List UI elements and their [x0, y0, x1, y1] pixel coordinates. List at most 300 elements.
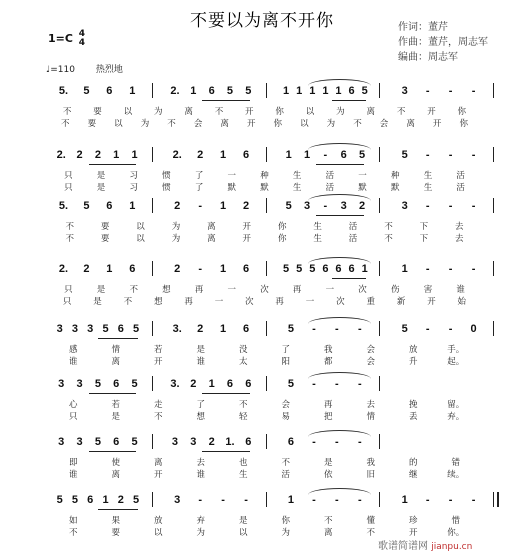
lyric-char: 要 [111, 528, 121, 538]
note: 5 [94, 378, 101, 390]
note: 0 [470, 323, 477, 335]
lyric-char: 生 [423, 171, 433, 181]
barline [379, 198, 380, 213]
note: 2 [94, 149, 101, 161]
lyric-line [40, 105, 500, 116]
lyric-char: 开 [427, 297, 436, 307]
note: 1 [287, 494, 295, 506]
lyric-char: 你 [459, 119, 468, 129]
lyric-char: 会 [379, 119, 389, 129]
lyric-line [40, 526, 500, 537]
note: 1 [129, 85, 136, 97]
lyric-char: 谁 [68, 470, 78, 480]
barline [266, 147, 267, 162]
lyric-char: 不 [353, 119, 362, 129]
lyric-char: 我 [323, 345, 333, 355]
note: 1 [303, 149, 311, 161]
lyric-char: 不 [167, 119, 176, 129]
note-dash: - [448, 85, 453, 97]
lyric-line [40, 283, 500, 294]
note: 6 [245, 436, 252, 448]
lyric-char: 再 [194, 285, 204, 295]
lyric-char: 轻 [238, 412, 248, 422]
lyric-char: 弃 [196, 516, 206, 526]
barline [379, 492, 380, 507]
barline [493, 198, 494, 213]
lyric-text [40, 468, 41, 469]
lyric-text [40, 181, 41, 182]
lyric-char: 去 [366, 400, 376, 410]
lyric-char: 活 [348, 222, 358, 232]
lyric-char: 只 [64, 285, 73, 295]
lyric-text [40, 283, 41, 284]
note: 5 [133, 323, 140, 335]
lyric-char: 为 [281, 528, 291, 538]
note: 1 [220, 149, 227, 161]
lyric-char: 升 [408, 357, 418, 367]
note: 1 [335, 85, 342, 97]
note: 5 [359, 149, 366, 161]
lyric-line [40, 343, 500, 354]
lyric-char: 默 [227, 183, 237, 193]
note: 6 [113, 378, 120, 390]
note: 5 [296, 263, 303, 275]
note: 5 [287, 323, 295, 335]
lyric-char: 如 [68, 516, 78, 526]
lyric-char: 放 [408, 345, 418, 355]
note-dash: - [448, 149, 453, 161]
lyric-char: 起。 [447, 357, 465, 367]
note: 3 [401, 200, 408, 212]
note-dash: - [448, 323, 453, 335]
note: 3 [58, 378, 65, 390]
lyric-char: 生 [423, 183, 433, 193]
lyric-char: 下 [419, 234, 429, 244]
note: 5 [83, 200, 90, 212]
note: 3 [303, 200, 311, 212]
note: 5 [309, 263, 316, 275]
note: 3 [171, 436, 178, 448]
lyric-char: 再 [184, 297, 193, 307]
note: 5 [226, 85, 234, 97]
lyric-line [40, 468, 500, 479]
lyric-char: 不 [62, 107, 72, 117]
lyric-char: 你 [277, 234, 287, 244]
barline [379, 434, 380, 449]
note: 3 [340, 200, 347, 212]
tempo-style: 热烈地 [95, 65, 123, 75]
lyric-char: 惜 [451, 516, 461, 526]
lyric-char: 不 [323, 516, 333, 526]
lyric-char: 会 [366, 357, 376, 367]
lyric-line [40, 169, 500, 180]
slur [308, 317, 372, 324]
note-dash: - [357, 494, 362, 506]
beam-line [202, 393, 250, 394]
lyric-line [40, 220, 500, 231]
watermark-url: jianpu.cn [431, 542, 473, 552]
lyric-char: 会 [193, 119, 203, 129]
lyric-char: 以 [300, 119, 309, 129]
lyric-char: 活 [325, 171, 335, 181]
note-dash: - [335, 323, 339, 335]
final-barline [493, 492, 499, 507]
note-dash: - [425, 323, 430, 335]
lyric-char: 去 [455, 222, 464, 232]
note-dash: - [471, 85, 476, 97]
lyric-char: 下 [419, 222, 429, 232]
lyric-text [40, 410, 41, 411]
lyric-char: 惯 [162, 183, 171, 193]
lyric-char: 情 [111, 345, 121, 355]
note: 6 [322, 263, 329, 275]
note: 5 [131, 436, 138, 448]
lyric-char: 新 [396, 297, 406, 307]
lyric-char: 若 [111, 400, 121, 410]
lyric-char: 以 [305, 107, 315, 117]
key-signature [48, 30, 85, 48]
lyric-char: 开 [245, 107, 254, 117]
note-dash: - [471, 494, 476, 506]
barline [266, 376, 267, 391]
lyric-char: 重 [366, 297, 376, 307]
note: 2. [56, 149, 66, 161]
note-dash: - [425, 263, 430, 275]
note-line [40, 149, 500, 165]
lyric-char: 惯 [162, 171, 171, 181]
note: 6 [226, 378, 234, 390]
lyric-char: 离 [220, 119, 229, 129]
lyric-char: 活 [281, 470, 291, 480]
lyric-char: 谁 [196, 357, 206, 367]
barline [152, 376, 153, 391]
lyric-line [40, 181, 500, 192]
barline [152, 321, 153, 336]
lyric-char: 谁 [68, 357, 78, 367]
lyric-char: 以 [238, 528, 248, 538]
lyric-char: 太 [238, 357, 248, 367]
note: 6 [117, 323, 124, 335]
lyric-char: 一 [325, 285, 335, 295]
note-dash: - [198, 200, 202, 212]
lyric-char: 为 [140, 119, 150, 129]
lyric-char: 一 [305, 297, 315, 307]
note-dash: - [357, 378, 362, 390]
note-dash: - [357, 436, 362, 448]
beam-line [332, 100, 366, 101]
lyric-char: 谁 [196, 470, 206, 480]
note: 3. [172, 323, 182, 335]
lyric-char: 一 [214, 297, 224, 307]
lyric-char: 不 [384, 234, 393, 244]
lyric-char: 只 [68, 412, 78, 422]
lyric-char: 以 [136, 222, 145, 232]
note: 1 [190, 85, 197, 97]
lyric-char: 使 [111, 458, 121, 468]
lyric-char: 不 [153, 412, 163, 422]
lyric-char: 不 [129, 285, 138, 295]
note: 1 [131, 149, 138, 161]
lyric-char: 开 [242, 222, 252, 232]
note: 2 [197, 149, 204, 161]
lyric-char: 为 [171, 222, 181, 232]
barline [379, 147, 380, 162]
barline [266, 321, 267, 336]
lyric-char: 你 [277, 222, 287, 232]
lyric-char: 易 [281, 412, 291, 422]
barline [152, 198, 153, 213]
lyric-char: 了 [196, 400, 206, 410]
note: 1 [282, 85, 290, 97]
lyric-char: 是 [238, 516, 248, 526]
lyric-char: 生 [313, 222, 322, 232]
lyric-line [40, 410, 500, 421]
note: 5 [282, 263, 290, 275]
lyric-char: 不 [65, 222, 74, 232]
lyric-char: 情 [366, 412, 376, 422]
lyric-char: 懂 [366, 516, 376, 526]
note: 3. [170, 378, 180, 390]
lyric-char: 珍 [408, 516, 418, 526]
barline [152, 83, 153, 98]
note-line [40, 494, 500, 510]
song-title: 不要以为离不开你 [190, 11, 334, 31]
lyric-char: 不 [65, 234, 74, 244]
lyric-char: 开 [246, 119, 256, 129]
lyric-char: 默 [391, 183, 400, 193]
note: 3 [56, 323, 63, 335]
note-dash: - [335, 378, 339, 390]
note-dash: - [425, 149, 430, 161]
lyric-char: 离 [111, 357, 121, 367]
slur [308, 257, 372, 264]
note: 3 [58, 436, 65, 448]
credit-lyricist: 作词：董芹 [398, 22, 448, 33]
note: 6 [340, 149, 347, 161]
lyric-char: 伤 [391, 285, 400, 295]
note: 6 [348, 263, 355, 275]
lyric-char: 为 [326, 119, 336, 129]
lyric-char: 我 [366, 458, 376, 468]
lyric-char: 不 [123, 297, 133, 307]
note: 6 [242, 149, 250, 161]
lyric-char: 默 [260, 183, 269, 193]
note: 2 [76, 149, 83, 161]
lyric-char: 离 [111, 470, 121, 480]
note: 6 [113, 436, 120, 448]
lyric-char: 了 [281, 345, 291, 355]
lyric-char: 离 [207, 222, 216, 232]
lyric-char: 次 [245, 297, 254, 307]
note: 3 [76, 378, 83, 390]
lyric-char: 习 [129, 171, 138, 181]
barline [379, 376, 380, 391]
lyric-char: 没 [238, 345, 248, 355]
lyric-char: 旧 [366, 470, 376, 480]
note: 5 [285, 200, 292, 212]
note-dash: - [471, 200, 476, 212]
lyric-char: 默 [358, 183, 367, 193]
note-dash: - [357, 323, 362, 335]
lyric-char: 活 [325, 183, 335, 193]
note: 2 [174, 200, 181, 212]
lyric-text [40, 514, 41, 515]
lyric-char: 要 [93, 107, 102, 117]
lyric-char: 种 [260, 171, 269, 181]
lyric-char: 了 [194, 183, 204, 193]
lyric-char: 离 [207, 234, 216, 244]
note-dash: - [471, 263, 476, 275]
note: 2 [190, 378, 197, 390]
note: 6 [106, 85, 113, 97]
note: 1 [208, 378, 215, 390]
lyric-char: 开 [242, 234, 252, 244]
note: 2 [174, 263, 181, 275]
lyric-char: 一 [227, 171, 237, 181]
slur [308, 79, 372, 86]
lyric-line [40, 456, 500, 467]
beam-line [98, 509, 138, 510]
note: 5. [58, 85, 69, 97]
lyric-char: 的 [408, 458, 418, 468]
beam-line [316, 215, 364, 216]
note: 3 [401, 85, 408, 97]
lyric-char: 你。 [447, 528, 465, 538]
lyric-char: 心 [68, 400, 78, 410]
credit-arranger: 编曲：周志军 [398, 52, 458, 63]
watermark-text: 歌谱简谱网 [378, 541, 428, 552]
lyric-char: 依 [323, 470, 333, 480]
barline [493, 83, 494, 98]
barline [266, 434, 267, 449]
lyric-char: 不 [366, 528, 376, 538]
beam-line [332, 278, 366, 279]
lyric-char: 丢 [408, 412, 418, 422]
lyric-char: 手。 [447, 345, 465, 355]
beam-line [202, 100, 250, 101]
note: 1 [220, 263, 227, 275]
note: 1 [296, 85, 303, 97]
note-dash: - [335, 436, 339, 448]
beam-line [316, 164, 364, 165]
note: 3 [76, 436, 83, 448]
key-label: 1=C [48, 32, 73, 45]
tempo-value: ♩=110 [46, 65, 75, 75]
lyric-char: 不 [238, 400, 248, 410]
note-dash: - [198, 263, 202, 275]
note-line [40, 200, 500, 216]
lyric-char: 离 [406, 119, 415, 129]
lyric-line [40, 232, 500, 243]
time-bottom: 4 [78, 38, 86, 48]
lyric-line [40, 117, 500, 128]
lyric-char: 害 [423, 285, 433, 295]
lyric-char: 习 [129, 183, 138, 193]
lyric-char: 为 [196, 528, 206, 538]
lyric-line [40, 398, 500, 409]
beam-line [89, 451, 137, 452]
lyric-char: 要 [87, 119, 97, 129]
note: 1 [309, 85, 316, 97]
note: 2 [242, 200, 250, 212]
lyric-char: 阳 [281, 357, 291, 367]
lyric-char: 想 [196, 412, 206, 422]
note-line [40, 378, 500, 394]
note: 5 [71, 494, 78, 506]
note: 6 [348, 85, 355, 97]
lyric-text [40, 169, 41, 170]
note: 5 [401, 323, 408, 335]
note: 1 [361, 263, 368, 275]
note-line [40, 85, 500, 101]
note-dash: - [312, 323, 316, 335]
note: 5 [361, 85, 368, 97]
note-dash: - [425, 200, 430, 212]
lyric-char: 只 [62, 297, 72, 307]
barline [379, 261, 380, 276]
lyric-char: 次 [260, 285, 269, 295]
lyric-line [40, 295, 500, 306]
note-dash: - [323, 149, 328, 161]
note: 2 [208, 436, 215, 448]
lyric-text [40, 343, 41, 344]
lyric-char: 活 [348, 234, 358, 244]
lyric-char: 以 [153, 528, 163, 538]
note: 2. [58, 263, 69, 275]
lyric-char: 开 [432, 119, 442, 129]
note-dash: - [312, 378, 316, 390]
note: 2 [83, 263, 90, 275]
lyric-char: 次 [336, 297, 345, 307]
note: 1 [220, 200, 227, 212]
time-signature [79, 30, 85, 48]
note: 5. [58, 200, 69, 212]
beam-line [202, 451, 250, 452]
note-dash: - [448, 263, 453, 275]
barline [152, 434, 153, 449]
note: 2. [170, 85, 180, 97]
note-dash: - [425, 85, 430, 97]
lyric-char: 你 [273, 119, 283, 129]
lyric-char: 想 [162, 285, 171, 295]
lyric-char: 要 [100, 222, 110, 232]
slur [308, 143, 372, 150]
lyric-char: 一 [358, 171, 367, 181]
note: 6 [242, 263, 250, 275]
lyric-text [40, 398, 41, 399]
note: 3 [71, 323, 78, 335]
lyric-char: 错 [451, 458, 461, 468]
lyric-char: 要 [100, 234, 110, 244]
beam-line [89, 393, 137, 394]
note: 1 [102, 494, 109, 506]
lyric-char: 离 [184, 107, 193, 117]
lyric-char: 去 [455, 234, 464, 244]
lyric-char: 若 [153, 345, 163, 355]
lyric-char: 生 [238, 470, 248, 480]
note: 5 [133, 494, 140, 506]
note: 6 [242, 323, 250, 335]
note: 5 [131, 378, 138, 390]
lyric-char: 是 [323, 458, 333, 468]
note-line [40, 323, 500, 339]
note: 1. [225, 436, 235, 448]
note-dash: - [312, 494, 316, 506]
note-dash: - [198, 494, 202, 506]
lyric-text [40, 117, 41, 118]
lyric-char: 开 [153, 357, 163, 367]
lyric-char: 你 [281, 516, 291, 526]
